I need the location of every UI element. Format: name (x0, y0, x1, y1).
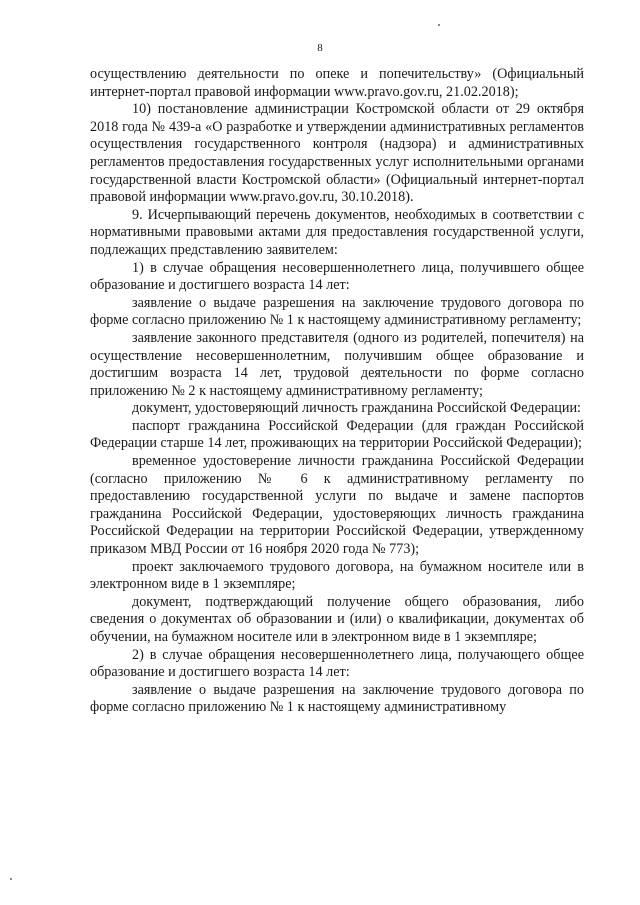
paragraph: осуществлению деятельности по опеке и попечительству» (Официальный интернет-портал правовой информации www.pravo.gov.ru, 21.02.2018); (90, 66, 584, 100)
page-number: 8 (317, 42, 323, 54)
paragraph: 9. Исчерпывающий перечень документов, необходимых в соответствии с нормативными правовыми актами для предоставления государственной услуги, подлежащих представлению заявителем: (90, 206, 584, 258)
scan-speck (10, 878, 12, 880)
scan-speck (438, 24, 440, 26)
paragraph: 2) в случае обращения несовершеннолетнего лица, получающего общее образование и достигшего возраста 14 лет: (90, 646, 584, 681)
paragraph: заявление о выдаче разрешения на заключение трудового договора по форме согласно приложению № 1 к настоящему административному регламенту; (90, 294, 584, 329)
paragraph: заявление законного представителя (одного из родителей, попечителя) на осуществление несовершеннолетним, получившим общее образование и достигшим возраста 14 лет, трудовой деятельности по форме согласно приложению № 2 к настоящему административному регламенту; (90, 329, 584, 399)
paragraph: документ, подтверждающий получение общего образования, либо сведения о документах об образовании и (или) о квалификации, документах об обучении, на бумажном носителе или в электронном виде в 1 экземпляре; (90, 593, 584, 645)
paragraph: временное удостоверение личности гражданина Российской Федерации (согласно приложению № 6 к административному регламенту по предоставлению государственной услуги по выдаче и замене паспортов гражданина Российской Федерации, удостоверяющих личность гражданина Российской Федерации на территории Российской Федерации, утвержденному приказом МВД России от 16 ноября 2020 года № 773); (90, 453, 584, 558)
paragraph: документ, удостоверяющий личность гражданина Российской Федерации: (132, 400, 581, 417)
paragraph: заявление о выдаче разрешения на заключение трудового договора по форме согласно приложению № 1 к настоящему административному (90, 681, 584, 716)
document-body (90, 66, 584, 717)
paragraph: 10) постановление администрации Костромской области от 29 октября 2018 года № 439-а «О разработке и утверждении административных регламентов осуществления государственного контроля (надзора) и административных регламентов предоставления государственных услуг исполнительными органами государственной власти Костромской области» (Официальный интернет-портал правовой информации www.pravo.gov.ru, 30.10.2018). (90, 101, 584, 206)
paragraph: 1) в случае обращения несовершеннолетнего лица, получившего общее образование и достигшего возраста 14 лет: (90, 259, 584, 294)
paragraph: проект заключаемого трудового договора, на бумажном носителе или в электронном виде в 1 экземпляре; (90, 558, 584, 593)
paragraph: паспорт гражданина Российской Федерации (для граждан Российской Федерации старше 14 лет, проживающих на территории Российской Федерации); (90, 417, 584, 452)
